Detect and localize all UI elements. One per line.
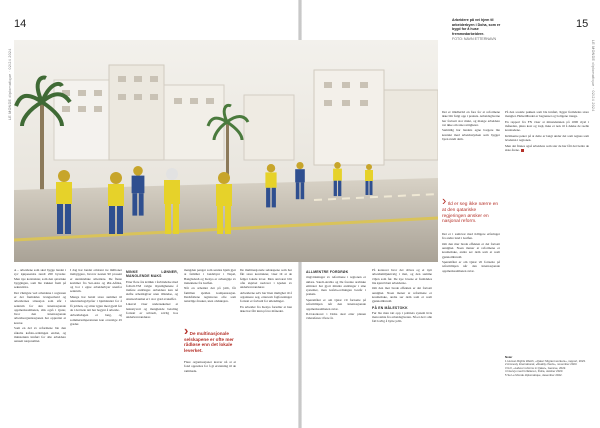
paragraph: På den sosiale pakken som ble innført, ligger fremdeles store mangler. Helsetilbudet er begrenset og boligene trange. — [505, 110, 589, 119]
paragraph: Spørsmålet er om Qatar vil fortsette på reformlinjen når den internasjonale oppmerksomheten avtar. — [442, 260, 500, 273]
endnotes — [505, 356, 589, 378]
photo-credit: FOTO: NAVN ETTERNAVN — [452, 37, 497, 42]
paragraph: ringvirkninger av reformene i regionen er uklare. Saudi-Arabia og De forente arabiske emirater har gjort mindre endringer i sine systemer, men kafala-ordningen består i praksis. — [306, 275, 366, 297]
paragraph: mengden penger som sendes hjem gjør at familier i landsbyer i Nepal, Bangladesh og Kenya er avhengige av inntektene fra Gulfen. — [184, 268, 236, 285]
quote-mark-icon: › — [184, 323, 189, 338]
paragraph: A – arbeidene som skal bygge landet i syv kjøpesentre rundt 200 byrader. Men nye kontrakter, som den qatariske byggingen, som ble trukket frem på sekundære. — [14, 268, 66, 290]
text-column-2 — [70, 268, 122, 418]
paragraph: Før ble man tatt opp i politiets system hvis man rømte fra arbeidsgiveren. Nå er det i alle fall lovlig å bytte jobb. — [372, 310, 432, 324]
pull-quote-right — [442, 193, 500, 225]
subheading: PÅ EN MÅLESTOKK — [372, 305, 408, 310]
endnote-item: 3 ILO, «Labour reforms in Qatar», Genève, 2022. — [505, 365, 567, 370]
endnote-item: 1 Human Rights Watch, «Qatar: Migrant workers», rapport, 2023. — [505, 358, 586, 363]
pull-quote-text: Ild er seg ikke nærre en at den qatariske regjeringen ønsker en nasjonal reform. — [442, 202, 499, 225]
photo-caption — [452, 18, 504, 42]
paragraph: En rapport fra FN viser at minstelønnen på 1000 riyal i måneden, pluss kost og losji, ikke er nok til å dekke de reelle kostnadene. — [505, 119, 589, 133]
left-running-head: LE MONDE diplomatique · 02/24 2024 — [8, 48, 12, 120]
subheading: ALLMENTRE FORDRØK — [306, 270, 349, 274]
right-page-number: 15 — [576, 18, 589, 30]
left-page-number: 14 — [14, 18, 27, 30]
paragraph: Kritikerne peker på at dette er langt under det som regnes som levelønn i regionen. — [505, 133, 589, 143]
paragraph: I dag har landet omtrent tre millioner innbyggere, hvorav nesten 90 prosent er utenlandske arbeidere. De fleste kommer fra Sør-Asia og Øst-Afrika, og bor i egne arbeiderbyer utenfor sentrum. — [70, 268, 122, 294]
paragraph: Mange har betalt store summer til rekrutteringsbyråer i hjemlandet for å få jobben, og sitter igjen med gjeld før de i det hele tatt har begynt å arbeide. — [70, 294, 122, 312]
feature-photo — [14, 40, 438, 262]
workers-photo-illustration — [14, 40, 438, 262]
paragraph: Det viktigste ved arbeidene i regionen er det fremdeles tvangsarbeid og arbeidernes situasjon som står i sentrum for den internasjonale oppmerksomheten, slik også i Qatar, hvor den internasjonale arbeidsorganisasjonen har opprettet et kontor. — [14, 290, 66, 325]
paragraph-text: Men det finnes også arbeidere som sier de har fått det bedre de siste årene. — [505, 143, 589, 152]
subheading: MINKE LØNNER, MANGLENDE MAKS — [126, 270, 178, 279]
right-running-head: LE MONDE diplomatique · 02/24 2024 — [591, 40, 595, 112]
endnotes-heading: Noter — [505, 355, 513, 359]
paragraph: Om den mer brede effekten er det fortsatt uenighet. Noen mener at reformene er kosmetiske, andre ser dem som et reelt gjennombrudd. — [442, 241, 500, 259]
end-mark-icon — [521, 149, 524, 152]
paragraph: En arbeider fra Kenya forteller at han ikke har fått lønn på tre måneder. — [240, 304, 292, 314]
paragraph: Likevel viser undersøkelser at lønnstyveri og manglende betaling fortsatt er utbredt, særlig hos underleverandører. — [126, 302, 178, 320]
endnote-item: 2 Amnesty International, «Reality check», november 2023. — [505, 362, 578, 367]
paragraph: Spørsmålet er om Qatar vil fortsette på reformlinjen når den internasjonale oppmerksomheten avtar. — [306, 297, 366, 311]
paragraph: Etter flere års kritikk i forbindelse med fotball-VM valgte myndighetene å innføre endringer. Arbeidere kan nå skifte arbeidsgiver uten tillatelse, og utreisevisumet er i stor grad avskaffet. — [126, 279, 178, 301]
text-column-7 — [372, 268, 432, 418]
text-column-9 — [505, 110, 589, 350]
paragraph: Arbeiderne selv har liten mulighet til å organisere seg, ettersom fagforeninger fortsatt er forbudt for utlendinger. — [240, 290, 292, 304]
text-column-8-top — [442, 110, 500, 190]
text-column-4-bottom — [184, 360, 236, 418]
paragraph: De multinasjonale selskapene som har fått store kontrakter, viser til at de følger lokale lover. Men ansvaret blir ofte skjøvet nedover i kjeden av underleverandører. — [240, 268, 292, 290]
text-column-1 — [14, 268, 66, 418]
text-column-8-bottom — [442, 232, 500, 418]
paragraph: Om den mer brede effekten er det fortsatt uenighet. Noen mener at reformene er kosmetiske, andre ser dem som et reelt gjennombrudd. — [372, 286, 432, 304]
paragraph: Som en del av reformene ble den såkalte kafala-ordningen endret, og minstelønn innført for alle arbeidere uansett nasjonalitet. — [14, 326, 66, 344]
endnote-item: 4 Intervju med forfatteren, Doha, oktober 2023. — [505, 369, 564, 374]
paragraph: Det er i samsvar med tidligere erfaringer fra andre land i Gulfen. — [442, 232, 500, 241]
paragraph: Det er imidlertid en fare for at reformene ikke blir fulgt opp i praksis. Arbeidsgiverne har fortsatt stor makt, og mange arbeidere vet ikke om sine rettigheter. — [442, 110, 500, 127]
text-column-4-top — [184, 268, 236, 324]
paragraph — [505, 144, 589, 153]
text-column-5 — [240, 268, 292, 418]
quote-mark-icon: › — [442, 193, 447, 208]
text-column-3 — [126, 268, 178, 418]
pull-quote-left — [184, 323, 234, 353]
paragraph: Arbeidsdagen er lang, og sommertemperaturen kan overstige 45 grader. — [70, 313, 122, 326]
paragraph: Samtidig har landets egne borgere lite kontakt med arbeidsstyrken som bygger byen rundt dem. — [442, 128, 500, 141]
caption-text: Arbeidere på vei hjem til arbeiderbyen i Doha, som er bygd for å huse fremmedarbeidere. — [452, 18, 501, 36]
paragraph: På kontoret hvor det drives og et nytt arbeidsmiljøutvalg i mai, og den samme viljen som før. De nye lovene er fremdeles lite kjent blant arbeiderne. — [372, 268, 432, 285]
text-column-6 — [306, 268, 366, 418]
paragraph: Flere organisasjoner krever nå at et fond opprettes for å gi erstatning til de rammede. — [184, 360, 236, 373]
paragraph: ILO-kontoret i Doha skal etter planen videreføres i flere år. — [306, 312, 366, 321]
pull-quote-text: De multinasjonale selskapene er ofte mer rådløse enn det lokale leverket. — [184, 331, 234, 353]
endnote-item: 5 Se Le Monde diplomatique, desember 2022. — [505, 372, 563, 377]
paragraph: Når en arbeider dør på jobb, får familien sjelden kompensasjon. Dødsfallene registreres ofte som naturlige årsaker, uten obduksjon. — [184, 286, 236, 304]
